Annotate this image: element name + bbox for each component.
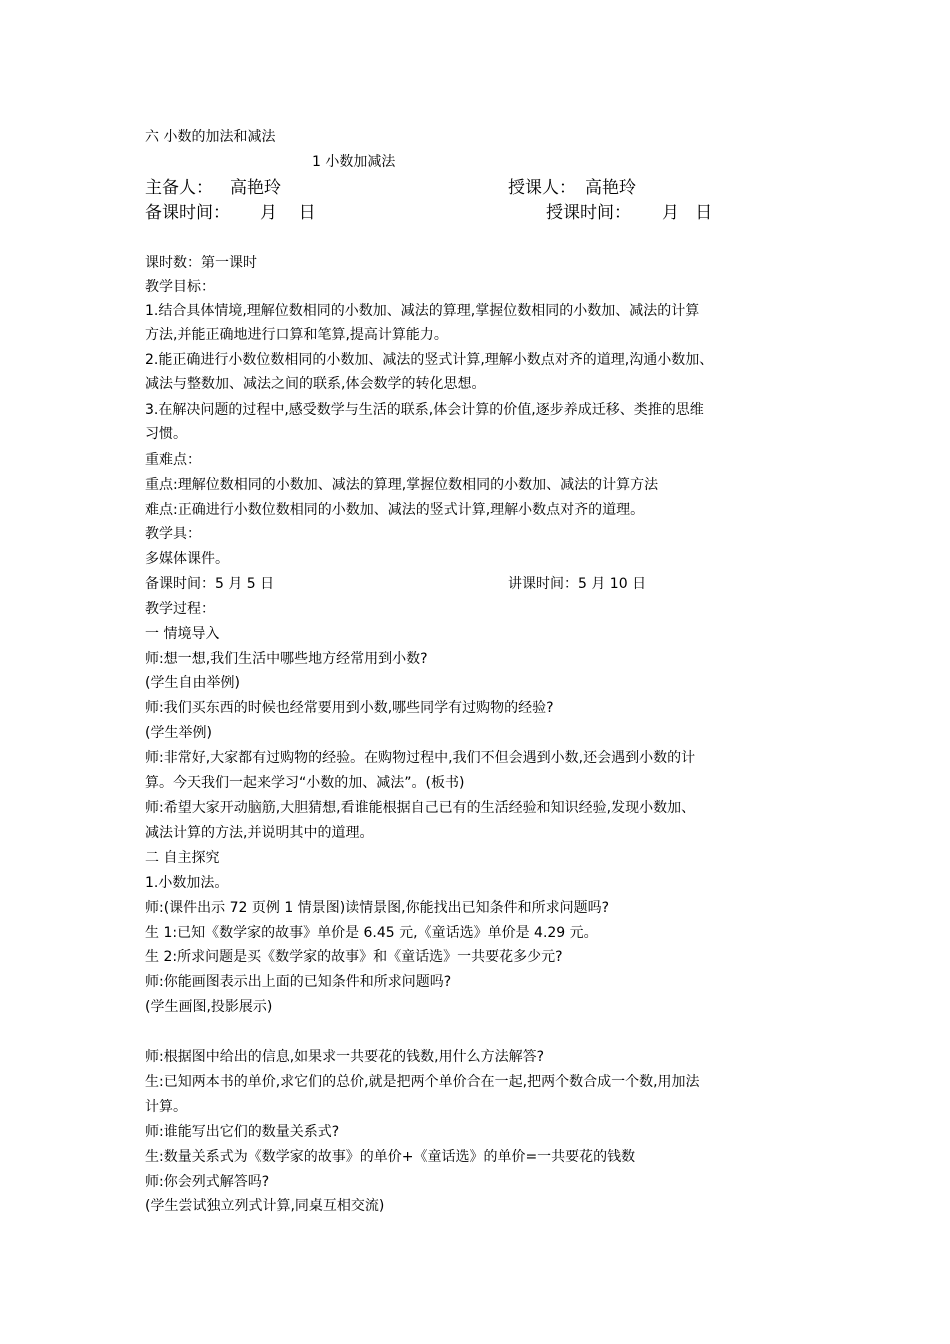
process-line: 二 自主探究 (145, 850, 220, 866)
teach-time-label: 授课时间： (546, 203, 631, 223)
body-line: 减法与整数加、减法之间的联系,体会数学的转化思想。 (145, 376, 486, 392)
tail-line: 计算。 (145, 1099, 187, 1115)
prep-time-label: 备课时间： (145, 203, 230, 223)
body-line: 方法,并能正确地进行口算和笔算,提高计算能力。 (145, 327, 448, 343)
process-line: (学生画图,投影展示) (145, 999, 273, 1015)
process-line: 师:想一想,我们生活中哪些地方经常用到小数? (145, 651, 428, 667)
body-line: 3.在解决问题的过程中,感受数学与生活的联系,体会计算的价值,逐步养成迁移、类推的思维 (145, 402, 704, 418)
tail-line: 师:你会列式解答吗? (145, 1174, 270, 1190)
tail-line: (学生尝试独立列式计算,同桌互相交流) (145, 1198, 385, 1214)
body-line: 课时数：第一课时 (145, 255, 257, 271)
process-line: 师:非常好,大家都有过购物的经验。在购物过程中,我们不但会遇到小数,还会遇到小数的计 (145, 750, 696, 766)
teach-time-value: 月 日 (662, 203, 713, 223)
tail-line: 师:谁能写出它们的数量关系式? (145, 1124, 340, 1140)
tail-line: 生:数量关系式为《数学家的故事》的单价+《童话选》的单价=一共要花的钱数 (145, 1149, 636, 1165)
body-line: 多媒体课件。 (145, 551, 229, 567)
body-line: 教学具： (145, 526, 201, 542)
teacher-label: 授课人： (508, 178, 576, 198)
teacher-name: 高艳玲 (585, 178, 636, 198)
process-line: 1.小数加法。 (145, 875, 229, 891)
preparer-name: 高艳玲 (230, 178, 281, 198)
body-line: 教学目标： (145, 279, 215, 295)
body-line: 难点:正确进行小数位数相同的小数加、减法的竖式计算,理解小数点对齐的道理。 (145, 502, 645, 518)
process-line: (学生举例) (145, 725, 212, 741)
body-line: 2.能正确进行小数位数相同的小数加、减法的竖式计算,理解小数点对齐的道理,沟通小数加、 (145, 352, 714, 368)
body-line: 习惯。 (145, 426, 187, 442)
process-line: 算。今天我们一起来学习“小数的加、减法”。(板书) (145, 775, 465, 791)
preparer-label: 主备人： (145, 178, 213, 198)
process-line: 师:我们买东西的时候也经常要用到小数,哪些同学有过购物的经验? (145, 700, 554, 716)
process-line: 师:(课件出示 72 页例 1 情景图)读情景图,你能找出已知条件和所求问题吗? (145, 900, 610, 916)
tail-line: 生:已知两本书的单价,求它们的总价,就是把两个单价合在一起,把两个数合成一个数,用加法 (145, 1074, 700, 1090)
process-line: (学生自由举例) (145, 675, 240, 691)
prep-date: 备课时间：5 月 5 日 (145, 576, 275, 592)
chapter-title: 六 小数的加法和减法 (145, 129, 276, 145)
process-line: 师:你能画图表示出上面的已知条件和所求问题吗? (145, 974, 452, 990)
body-line: 重点:理解位数相同的小数加、减法的算理,掌握位数相同的小数加、减法的计算方法 (145, 477, 659, 493)
process-line: 一 情境导入 (145, 626, 220, 642)
process-line: 生 1:已知《数学家的故事》单价是 6.45 元,《童话选》单价是 4.29 元。 (145, 925, 598, 941)
lecture-date: 讲课时间：5 月 10 日 (508, 576, 647, 592)
body-line: 1.结合具体情境,理解位数相同的小数加、减法的算理,掌握位数相同的小数加、减法的计算 (145, 303, 700, 319)
process-line: 师:希望大家开动脑筋,大胆猜想,看谁能根据自己已有的生活经验和知识经验,发现小数加、 (145, 800, 696, 816)
prep-time-value: 月 日 (260, 203, 316, 223)
process-line: 教学过程： (145, 601, 215, 617)
process-line: 减法计算的方法,并说明其中的道理。 (145, 825, 374, 841)
body-line: 重难点： (145, 452, 201, 468)
process-line: 生 2:所求问题是买《数学家的故事》和《童话选》一共要花多少元? (145, 949, 563, 965)
tail-line: 师:根据图中给出的信息,如果求一共要花的钱数,用什么方法解答? (145, 1049, 545, 1065)
lesson-title: 1 小数加减法 (312, 154, 396, 170)
